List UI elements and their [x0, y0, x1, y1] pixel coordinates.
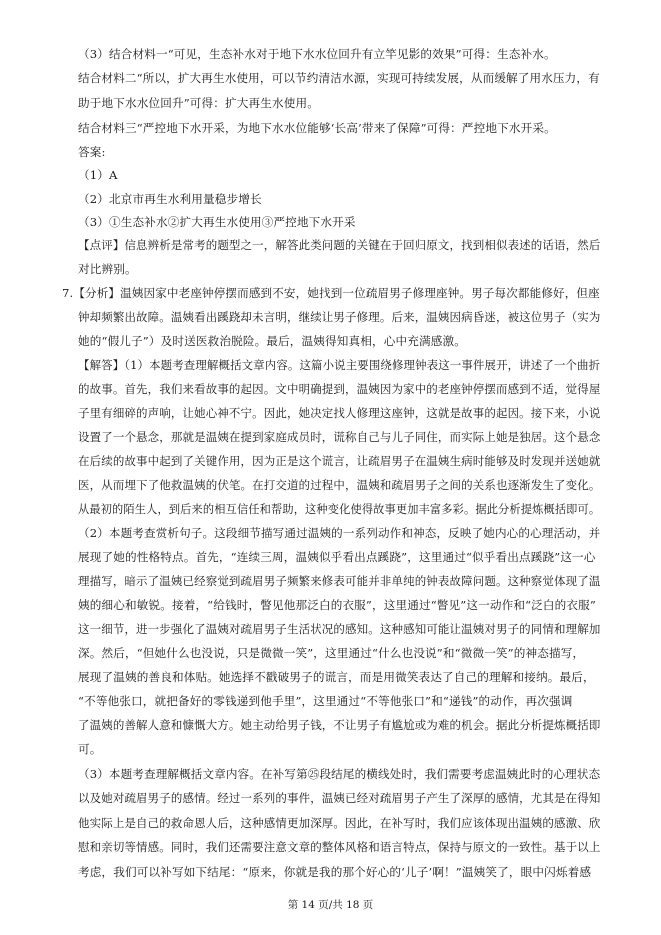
text-line: 了温姨的善解人意和慷慨大方。她主动给男子钱，不让男子有尴尬或为难的机会。据此分析提炼概括即	[78, 718, 601, 732]
text-line: （2）北京市再生水利用量稳步增长	[78, 192, 262, 206]
text-line: 设置了一个悬念，那就是温姨在提到家庭成员时，谎称自己与儿子同住，而实际上她是独居。这个悬念	[78, 430, 601, 444]
text-line: 的故事。首先，我们来看故事的起因。文中明确提到，温姨因为家中的老座钟停摆而感到不适，觉得屋	[78, 382, 601, 396]
text-line: 深。然后，“但她什么也没说，只是微微一笑”，这里通过“什么也没说”和“微微一笑”的神态描写，	[78, 646, 585, 660]
text-line: 结合材料二“所以，扩大再生水使用，可以节约清洁水源，实现可持续发展，从而缓解了用水压力，有	[78, 71, 600, 85]
text-line: 子里有细碎的声响，让她心神不宁。因此，她决定找人修理这座钟，这就是故事的起因。接下来，小说	[78, 406, 601, 420]
text-line: （1）A	[78, 168, 118, 182]
text-line: 展现了温姨的善良和体贴。她选择不戳破男子的谎言，而是用微笑表达了自己的理解和接纳。最后，	[78, 670, 595, 684]
text-line: 助于地下水水位回升”可得：扩大再生水使用。	[78, 96, 319, 110]
text-line: 【点评】信息辨析是常考的题型之一，解答此类问题的关键在于回归原文，找到相似表述的话语，然后	[78, 238, 601, 252]
text-line: 医，从而埋下了他救温姨的伏笔。在打交道的过程中，温姨和疏眉男子之间的关系也逐渐发生了变化。	[78, 478, 601, 492]
text-line: 以及她对疏眉男子的感情。经过一系列的事件，温姨已经对疏眉男子产生了深厚的感情，尤其是在得知	[78, 791, 601, 805]
question-7-analysis: 7.【分析】温姨因家中老座钟停摆而感到不安，她找到一位疏眉男子修理座钟。男子每次都能修好，但座	[62, 286, 600, 300]
text-line: 姨的细心和敏锐。接着，“给钱时，瞥见他那泛白的衣服”，这里通过“瞥见”这一动作和“泛白的衣服”	[78, 598, 596, 612]
text-line: 在后续的故事中起到了关键作用，因为正是这个谎言，让疏眉男子在温姨生病时能够及时发现并送她就	[78, 454, 601, 468]
text-line: 可。	[78, 742, 102, 756]
text-line: 她的“假儿子”）及时送医救治脱险。最后，温姨得知真相，心中充满感激。	[78, 334, 466, 348]
text-line: 结合材料三“严控地下水开采，为地下水水位能够‘长高’带来了保障”可得：严控地下水开采。	[78, 121, 556, 135]
text-line: 答案:	[78, 145, 106, 159]
text-line: 展现了她的性格特点。首先，“连续三周，温姨似乎看出点蹊跷”，这里通过“似乎看出点蹊跷”这一心	[78, 550, 596, 564]
page-number-footer: 第 14 页/共 18 页	[287, 899, 374, 911]
text-line: 这一细节，进一步强化了温姨对疏眉男子生活状况的感知。这种感知可能让温姨对男子的同情和理解加	[78, 622, 601, 636]
text-line: 从最初的陌生人，到后来的相互信任和帮助，这种变化使得故事更加丰富多彩。据此分析提炼概括即可。	[78, 502, 601, 516]
text-line: （3）①生态补水②扩大再生水使用③严控地下水开采	[78, 215, 356, 229]
text-line: 他实际上是自己的救命恩人后，这种感情更加深厚。因此，在补写时，我们应该体现出温姨的感激、欣	[78, 816, 601, 830]
text-line: 【解答】（1）本题考查理解概括文章内容。这篇小说主要围绕修理钟表这一事件展开，讲述了一个曲折	[78, 358, 601, 372]
text-line: （3）结合材料一“可见，生态补水对于地下水水位回升有立竿见影的效果”可得：生态补水。	[78, 47, 556, 61]
text-line: （3）本题考查理解概括文章内容。在补写第㉕段结尾的横线处时，我们需要考虑温姨此时的心理状态	[78, 767, 601, 781]
text-line: 理描写，暗示了温姨已经察觉到疏眉男子频繁来修表可能并非单纯的钟表故障问题。这种察觉体现了温	[78, 574, 601, 588]
text-line: “不等他张口，就把备好的零钱递到他手里”，这里通过“不等他张口”和“递钱”的动作，再次强调	[78, 694, 573, 708]
text-line: 对比辨别。	[78, 262, 137, 276]
text-line: 考虑，我们可以补写如下结尾：“原来，你就是我的那个好心的‘儿子’啊！”温姨笑了，眼中闪烁着感	[78, 865, 592, 879]
text-line: 慰和亲切等情感。同时，我们还需要注意文章的整体风格和语言特点，保持与原文的一致性。基于以上	[78, 840, 601, 854]
text-line: 钟却频繁出故障。温姨看出蹊跷却未言明，继续让男子修理。后来，温姨因病昏迷，被这位男子（实为	[78, 310, 601, 324]
text-line: （2）本题考查赏析句子。这段细节描写通过温姨的一系列动作和神态，反映了她内心的心理活动，并	[78, 526, 601, 540]
